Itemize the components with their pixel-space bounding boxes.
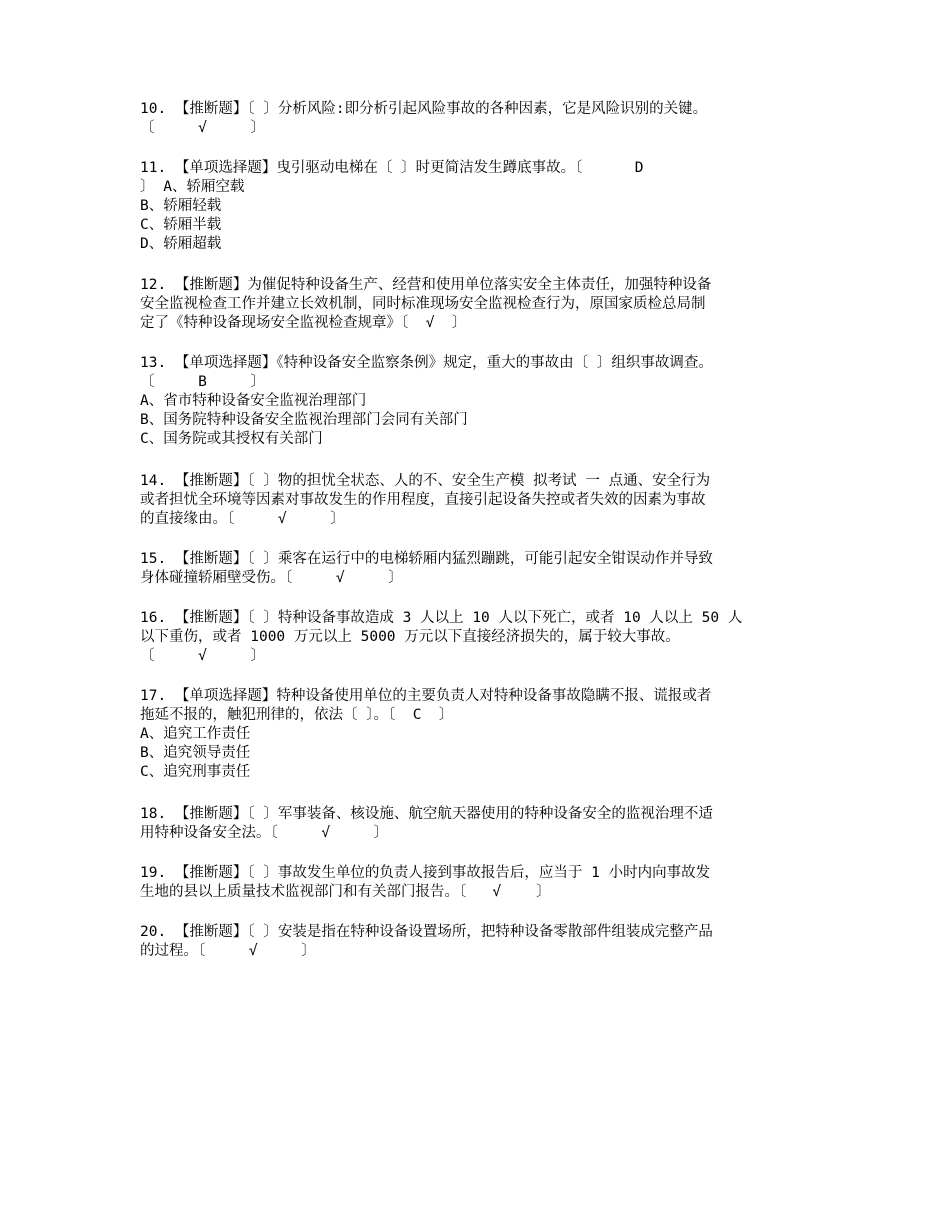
option-line: A、省市特种设备安全监视治理部门	[140, 393, 367, 409]
question-12	[140, 276, 820, 333]
option-line: C、追究刑事责任	[140, 764, 251, 780]
question-line: 13. 【单项选择题】《特种设备安全监察条例》规定，重大的事故由〔 〕组织事故调查。	[140, 355, 713, 371]
option-line: 〕 A、轿厢空载	[140, 179, 245, 195]
question-19	[140, 864, 820, 902]
question-line: 安全监视检查工作并建立长效机制，同时标准现场安全监视检查行为，原国家质检总局制	[140, 296, 706, 312]
question-10	[140, 100, 820, 138]
question-11	[140, 159, 820, 254]
question-line: 身体碰撞轿厢壁受伤。〔 √ 〕	[140, 570, 403, 586]
answer-line: 〔 √ 〕	[140, 648, 266, 664]
question-20	[140, 923, 820, 961]
question-line: 用特种设备安全法。〔 √ 〕	[140, 825, 389, 841]
option-line: B、追究领导责任	[140, 745, 251, 761]
question-line: 10. 【推断题】〔 〕分析风险:即分析引起风险事故的各种因素，它是风险识别的关键。	[140, 101, 708, 117]
option-line: C、国务院或其授权有关部门	[140, 431, 323, 447]
answer-line: 〔 B 〕	[140, 374, 266, 390]
question-line: 12. 【推断题】为催促特种设备生产、经营和使用单位落实安全主体责任，加强特种设备	[140, 277, 712, 293]
question-line: 的直接缘由。〔 √ 〕	[140, 511, 345, 527]
question-line: 拖延不报的，触犯刑律的，依法〔 〕。〔 C 〕	[140, 707, 454, 723]
option-line: B、国务院特种设备安全监视治理部门会同有关部门	[140, 412, 468, 428]
question-line: 17. 【单项选择题】特种设备使用单位的主要负责人对特种设备事故隐瞒不报、谎报或者	[140, 688, 712, 704]
question-line: 生地的县以上质量技术监视部门和有关部门报告。〔 √ 〕	[140, 884, 551, 900]
question-line: 18. 【推断题】〔 〕军事装备、核设施、航空航天器使用的特种设备安全的监视治理不适	[140, 806, 713, 822]
question-line: 14. 【推断题】〔 〕物的担忧全状态、人的不、安全生产模 拟考试 一 点通、安全行为	[140, 473, 711, 489]
option-line: A、追究工作责任	[140, 726, 251, 742]
question-line: 的过程。〔 √ 〕	[140, 943, 316, 959]
question-16	[140, 609, 820, 666]
question-line: 或者担忧全环境等因素对事故发生的作用程度，直接引起设备失控或者失效的因素为事故	[140, 492, 706, 508]
question-line: 定了《特种设备现场安全监视检查规章》〔 √ 〕	[140, 315, 467, 331]
question-line: 20. 【推断题】〔 〕安装是指在特种设备设置场所，把特种设备零散部件组装成完整产品	[140, 924, 713, 940]
question-18	[140, 805, 820, 843]
question-line: 16. 【推断题】〔 〕特种设备事故造成 3 人以上 10 人以下死亡，或者 10 人以上 50 人	[140, 610, 743, 626]
question-13	[140, 354, 820, 449]
question-14	[140, 472, 820, 529]
question-line: 以下重伤，或者 1000 万元以上 5000 万元以下直接经济损失的，属于较大事故。	[140, 629, 680, 645]
question-line: 19. 【推断题】〔 〕事故发生单位的负责人接到事故报告后，应当于 1 小时内向事故发	[140, 865, 711, 881]
question-line: 11. 【单项选择题】曳引驱动电梯在〔 〕时更简洁发生蹲底事故。〔 D	[140, 160, 644, 176]
question-15	[140, 550, 820, 588]
answer-line: 〔 √ 〕	[140, 120, 266, 136]
option-line: D、轿厢超载	[140, 236, 222, 252]
option-line: C、轿厢半载	[140, 217, 222, 233]
question-line: 15. 【推断题】〔 〕乘客在运行中的电梯轿厢内猛烈蹦跳，可能引起安全钳误动作并导致	[140, 551, 713, 567]
option-line: B、轿厢轻载	[140, 198, 222, 214]
question-17	[140, 687, 820, 782]
